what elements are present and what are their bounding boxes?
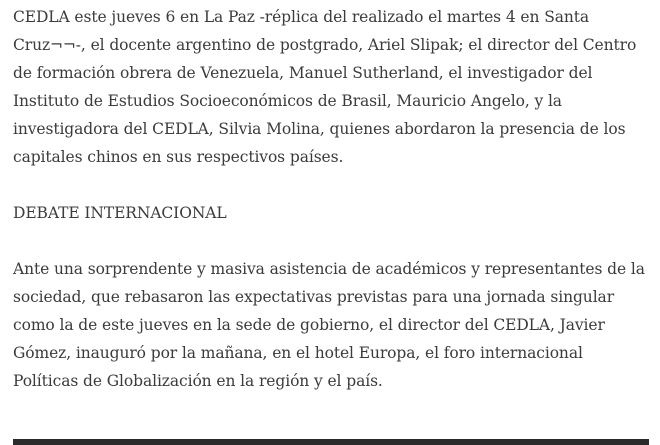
article-paragraph: CEDLA este jueves 6 en La Paz -réplica del realizado el martes 4 en Santa Cruz¬¬-, el docente argentino de postgrado, Ariel Slipak; el director del Centro de formación obrera de Venezuela, Manuel Sutherland, el investigador del Instituto de Estudios Socioeconómicos de Brasil, Mauricio Angelo, y la investigadora del CEDLA, Silvia Molina, quienes abordaron la presencia de los capitales chinos en sus respectivos países. [13,8,637,166]
bottom-divider [13,439,649,445]
section-heading: DEBATE INTERNACIONAL [13,204,227,222]
article-body [13,3,649,423]
article-paragraph: Ante una sorprendente y masiva asistencia de académicos y representantes de la sociedad, que rebasaron las expectativas previstas para una jornada singular como la de este jueves en la sede de gobierno, el director del CEDLA, Javier Gómez, inauguró por la mañana, en el hotel Europa, el foro internacional Políticas de Globalización en la región y el país. [13,260,645,390]
